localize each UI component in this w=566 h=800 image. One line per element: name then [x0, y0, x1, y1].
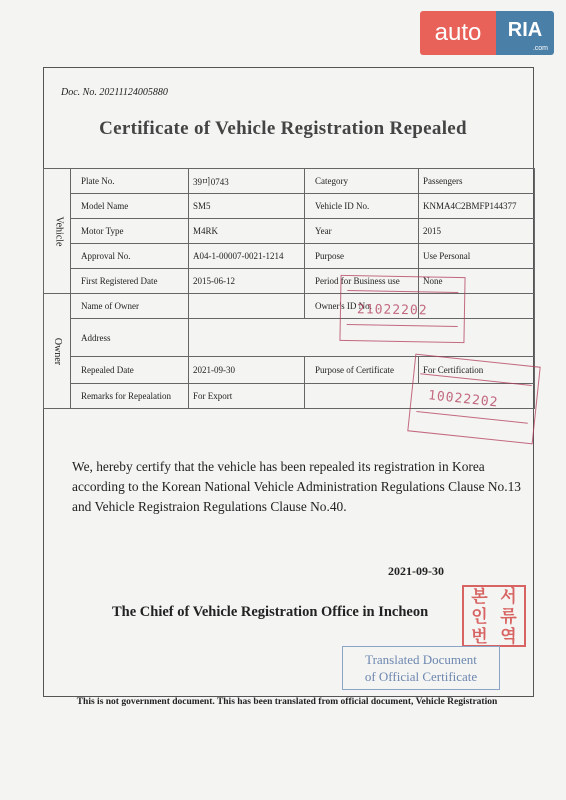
- document-title: Certificate of Vehicle Registration Repealed: [99, 118, 467, 139]
- stamp-line: of Official Certificate: [364, 669, 478, 684]
- logo-ria-text: [496, 11, 554, 55]
- cell-label: Motor Type: [71, 219, 189, 244]
- stamp-line: Translated Document: [365, 652, 477, 667]
- footer-note: This is not government document. This has been translated from official document, Vehicle Registration: [76, 697, 498, 707]
- cell-value: M4RK: [189, 219, 305, 244]
- cell-label: Approval No.: [71, 244, 189, 269]
- cell-label: Remarks for Repealation: [71, 384, 189, 409]
- cell-label: Purpose of Certificate: [305, 357, 419, 384]
- cell-value: 2021-09-30: [189, 357, 305, 384]
- cell-label: Vehicle ID No.: [305, 194, 419, 219]
- cell-value: 2015: [419, 219, 535, 244]
- cell-value: [189, 294, 305, 319]
- table-row: [44, 219, 535, 244]
- cell-label: Owner's ID No.: [305, 294, 419, 319]
- section-vehicle: Vehicle: [44, 169, 71, 294]
- certification-text: We, hereby certify that the vehicle has been repealed its registration in Korea according to the Korean National Vehicle Administration Regulations Clause No.13 and Vehicle Registraion Regulations Clause No.40.: [72, 459, 521, 514]
- cell-label: First Registered Date: [71, 269, 189, 294]
- cell-label: Category: [305, 169, 419, 194]
- logo-ria-word: RIA: [507, 19, 543, 41]
- logo-com: .com: [532, 45, 548, 52]
- signer-title: The Chief of Vehicle Registration Office in Incheon: [112, 604, 429, 620]
- cell-value: Passengers: [419, 169, 535, 194]
- cell-label: Period for Business use: [305, 269, 419, 294]
- cell-value: For Certification: [419, 357, 535, 384]
- cell-label: Purpose: [305, 244, 419, 269]
- cell-value: Use Personal: [419, 244, 535, 269]
- cell-value: 2015-06-12: [189, 269, 305, 294]
- cell-label: Model Name: [71, 194, 189, 219]
- translated-document-stamp: [342, 646, 500, 690]
- logo-auto-text: auto: [420, 11, 496, 55]
- cell-label: Year: [305, 219, 419, 244]
- section-owner: Owner: [44, 294, 71, 409]
- stamp-number: 10022202: [427, 388, 500, 411]
- cell-value: 39미0743: [189, 169, 305, 194]
- customs-stamp: [339, 275, 465, 343]
- autoria-logo[interactable]: [420, 11, 554, 55]
- cell-value: A04-1-00007-0021-1214: [189, 244, 305, 269]
- table-row: [44, 244, 535, 269]
- cell-value: For Export: [189, 384, 305, 409]
- cell-label: Plate No.: [71, 169, 189, 194]
- official-seal: 본 서 인 류 번 역: [462, 585, 526, 647]
- table-row: [44, 194, 535, 219]
- stamp-number: 21022202: [356, 302, 428, 319]
- cell-label: Name of Owner: [71, 294, 189, 319]
- cell-label: Address: [71, 319, 189, 357]
- document-number: Doc. No. 20211124005880: [61, 87, 168, 98]
- cell-value: KNMA4C2BMFP144377: [419, 194, 535, 219]
- table-row: [44, 169, 535, 194]
- cell-value: None: [419, 269, 535, 294]
- customs-stamp: [407, 354, 540, 445]
- cell-value: SM5: [189, 194, 305, 219]
- issue-date: 2021-09-30: [388, 564, 444, 578]
- cell-label: Repealed Date: [71, 357, 189, 384]
